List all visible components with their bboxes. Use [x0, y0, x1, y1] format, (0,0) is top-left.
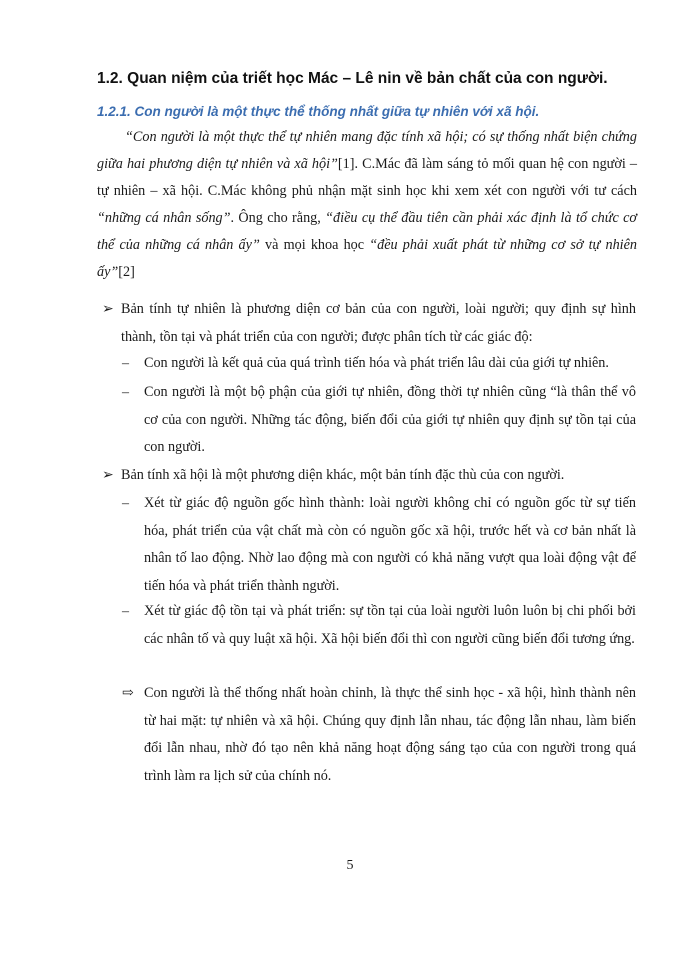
bullet-text: Xét từ giác độ tồn tại và phát triển: sự tồn tại của loài người luôn luôn bị chi phối bởi các nhân tố và quy luật xã hội. Xã hội biến đổi thì con người cũng biến đổi tương ứng.: [144, 603, 636, 647]
bullet-text: Con người là kết quả của quá trình tiến hóa và phát triển lâu dài của giới tự nhiên.: [144, 355, 609, 371]
bullet-text: Bản tính tự nhiên là phương diện cơ bản của con người, loài người; quy định sự hình thành, tồn tại và phát triển của con người; được phân tích từ các giác độ:: [121, 301, 636, 345]
bullet-text: Xét từ giác độ nguồn gốc hình thành: loài người không chỉ có nguồn gốc từ sự tiến hóa, phát triển của vật chất mà còn có nguồn gốc xã hội, trước hết và cơ bản nhất là nhân tố lao động. Nhờ lao động mà con người có khả năng vượt qua loài động vật để tiến hóa và phát triển thành người.: [144, 495, 636, 594]
dash-bullet-icon: –: [122, 385, 129, 400]
arrow-bullet-icon: ➢: [102, 468, 114, 483]
section-heading: 1.2. Quan niệm của triết học Mác – Lê nin về bản chất của con người.: [97, 70, 608, 87]
page-number: 5: [346, 858, 354, 873]
intro-text-4: [2]: [118, 264, 135, 280]
intro-paragraph: [97, 124, 637, 286]
dash-bullet-icon: –: [122, 356, 129, 371]
quote-2: “những cá nhân sống”: [97, 210, 231, 226]
dash-bullet-icon: –: [122, 604, 129, 619]
bullet-text: Con người là một bộ phận của giới tự nhiên, đồng thời tự nhiên cũng “là thân thể vô cơ của con người. Những tác động, biến đổi của giới tự nhiên quy định sự tồn tại của con người.: [144, 384, 636, 455]
intro-text-2: . Ông cho rằng,: [230, 210, 326, 226]
intro-text-1: [1]. C.Mác đã làm sáng tỏ mối quan hệ con người – tự nhiên – xã hội. C.Mác không phủ nhận mặt sinh học khi xem xét con người với tư cách: [97, 156, 637, 199]
bullet-text: Con người là thể thống nhất hoàn chỉnh, là thực thể sinh học - xã hội, hình thành nên từ hai mặt: tự nhiên và xã hội. Chúng quy định lẫn nhau, tác động lẫn nhau, làm biến đổi lẫn nhau, nhờ đó tạo nên khả năng hoạt động sáng tạo của con người trong quá trình làm ra lịch sử của chính nó.: [144, 685, 636, 784]
bullet-text: Bản tính xã hội là một phương diện khác, một bản tính đặc thù của con người.: [121, 467, 565, 483]
arrow-bullet-icon: ➢: [102, 302, 114, 317]
quote-1: “Con người là một thực thể tự nhiên mang đặc tính xã hội; có sự thống nhất biện chứng giữa hai phương diện tự nhiên và xã hội”: [97, 129, 637, 172]
dash-bullet-icon: –: [122, 496, 129, 511]
hollow-arrow-icon: ⇨: [122, 686, 134, 701]
subsection-heading: 1.2.1. Con người là một thực thể thống nhất giữa tự nhiên với xã hội.: [97, 104, 540, 119]
quote-3: “điều cụ thể đầu tiên cần phải xác định là tổ chức cơ thể của những cá nhân ấy”: [97, 210, 637, 253]
intro-text-3: và mọi khoa học: [259, 237, 370, 253]
quote-4: “đều phải xuất phát từ những cơ sở tự nhiên ấy”: [97, 237, 637, 280]
